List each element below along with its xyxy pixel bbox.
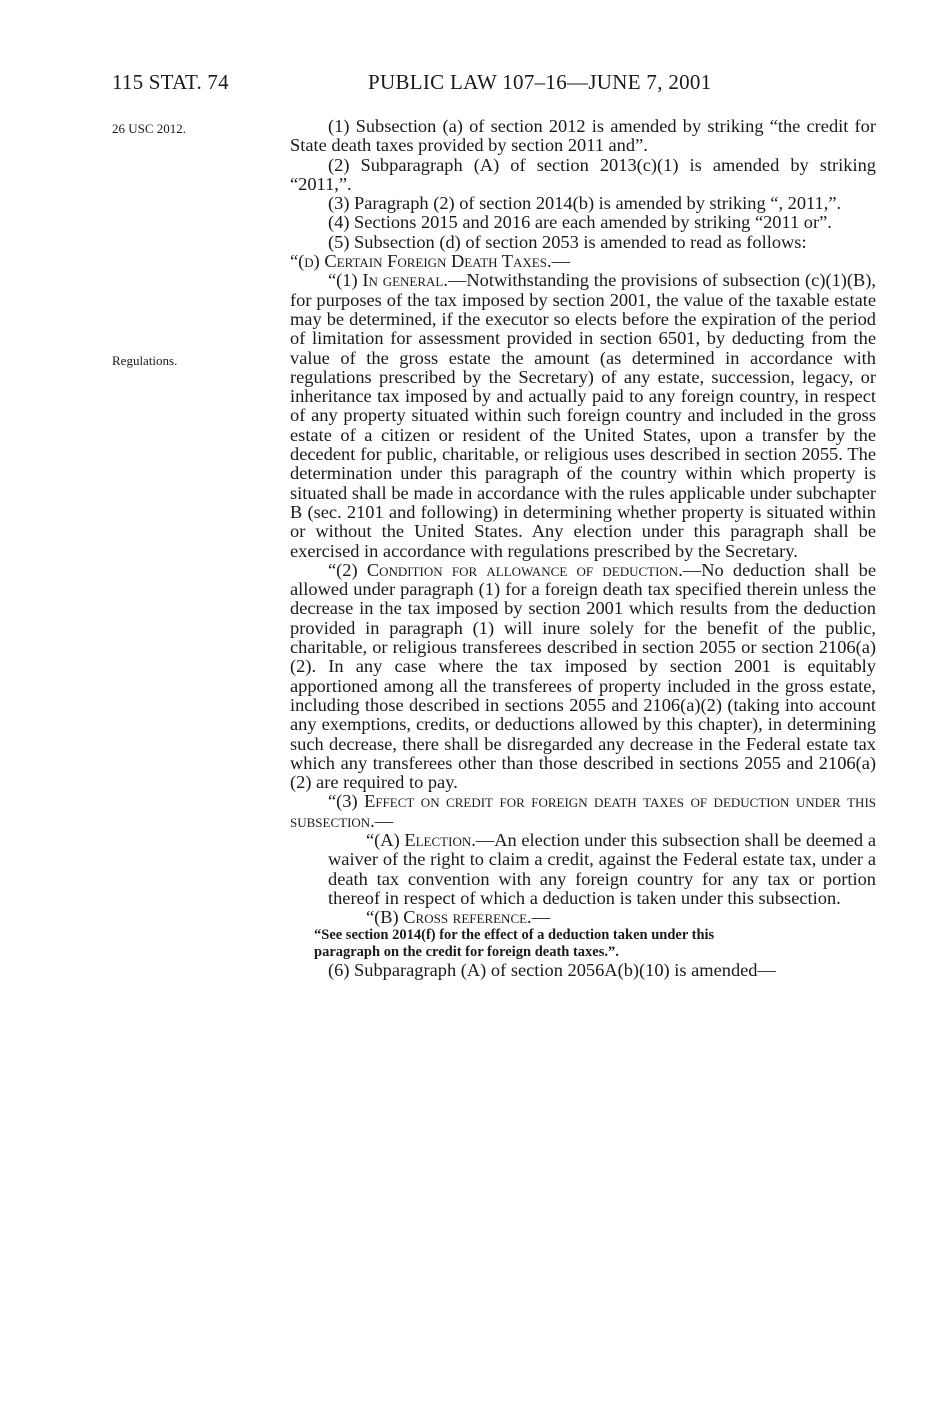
- subsection-d-3-heading: “(3) Effect on credit for foreign death taxes of deduction under this subsection.: [290, 791, 876, 831]
- subsection-d-2-heading: “(2) Condition for allowance of deduction.: [328, 559, 683, 580]
- margin-note-usc: 26 USC 2012.: [112, 121, 187, 136]
- subsection-d-2-text: —No deduction shall be allowed under paragraph (1) for a foreign death tax specified therein unless the decrease in the tax imposed by section 2001 which results from the deduction provided in paragraph (1) will inure solely for the benefit of the public, charitable, or religious transferees described in section 2055 or section 2106(a)(2). In any case where the tax imposed by section 2001 is equitably apportioned among all the transferees of property included in the gross estate, including those described in sections 2055 and 2106(a)(2) (taking into account any exemptions, credits, or deductions allowed by this chapter), in determining such decrease, there shall be disregarded any decrease in the Federal estate tax which any transferees other than those described in sections 2055 and 2106(a)(2) are required to pay.: [290, 559, 877, 793]
- document-body: [290, 117, 876, 981]
- subsection-d-3-b-heading: “(B) Cross reference.: [366, 907, 532, 928]
- subsection-d-1-heading: “(1) In general.: [328, 270, 448, 291]
- cross-reference-line-1: “See section 2014(f) for the effect of a deduction taken under this: [314, 927, 715, 944]
- subsection-d-3-a-heading: “(A) Election.: [366, 829, 476, 850]
- paragraph-6: (6) Subparagraph (A) of section 2056A(b)(10) is amended—: [328, 960, 776, 981]
- subsection-d-3-dash: —: [374, 810, 394, 831]
- subsection-d-2: [290, 561, 876, 793]
- cross-reference-note: [290, 927, 876, 961]
- subsection-d-1-text: —Notwithstanding the provisions of subsection (c)(1)(B), for purposes of the tax imposed by section 2001, the value of the taxable estate may be determined, if the executor so elects before the expiration of the period of limitation for assessment provided in section 6501, by deducting from the value of the gross estate the amount (as determined in accordance with regulations prescribed by the Secretary) of any estate, succession, legacy, or inheritance tax imposed by and actually paid to any foreign country, in respect of any property situated within such foreign country and included in the gross estate of a citizen or resident of the United States, upon a transfer by the decedent for public, charitable, or religious uses described in section 2055. The determination under this paragraph of the country within which property is situated shall be made in accordance with the rules applicable under subchapter B (sec. 2101 and following) in determining whether property is situated within or without the United States. Any election under this paragraph shall be exercised in accordance with regulations prescribed by the Secretary.: [290, 270, 876, 561]
- paragraph-1: (1) Subsection (a) of section 2012 is amended by striking “the credit for State death taxes provided by section 2011 and”.: [290, 116, 876, 156]
- paragraph-4: (4) Sections 2015 and 2016 are each amended by striking “2011 or”.: [328, 212, 832, 233]
- subsection-d-3-b: [290, 908, 876, 927]
- paragraph-5: (5) Subsection (d) of section 2053 is amended to read as follows:: [328, 231, 807, 252]
- subsection-d-3: [290, 792, 876, 831]
- subsection-d-3-a: [290, 831, 876, 908]
- paragraph-3: (3) Paragraph (2) of section 2014(b) is amended by striking “, 2011,”.: [328, 193, 842, 214]
- subsection-d-3-a-text: —An election under this subsection shall be deemed a waiver of the right to claim a credit, against the Federal estate tax, under a death tax convention with any foreign country for any tax or portion thereof in respect of which a deduction is taken under this subsection.: [328, 829, 876, 908]
- paragraph-2: (2) Subparagraph (A) of section 2013(c)(1) is amended by striking “2011,”.: [290, 154, 876, 194]
- page-reference: 115 STAT. 74: [112, 70, 229, 94]
- subsection-d-3-b-dash: —: [531, 907, 551, 928]
- subsection-d-heading: “(d) Certain Foreign Death Taxes.—: [290, 251, 570, 272]
- margin-note-regulations: Regulations.: [112, 353, 178, 368]
- cross-reference-line-2: paragraph on the credit for foreign death taxes.”.: [314, 944, 619, 961]
- subsection-d-1: [290, 271, 876, 560]
- page-title: PUBLIC LAW 107–16—JUNE 7, 2001: [368, 70, 712, 94]
